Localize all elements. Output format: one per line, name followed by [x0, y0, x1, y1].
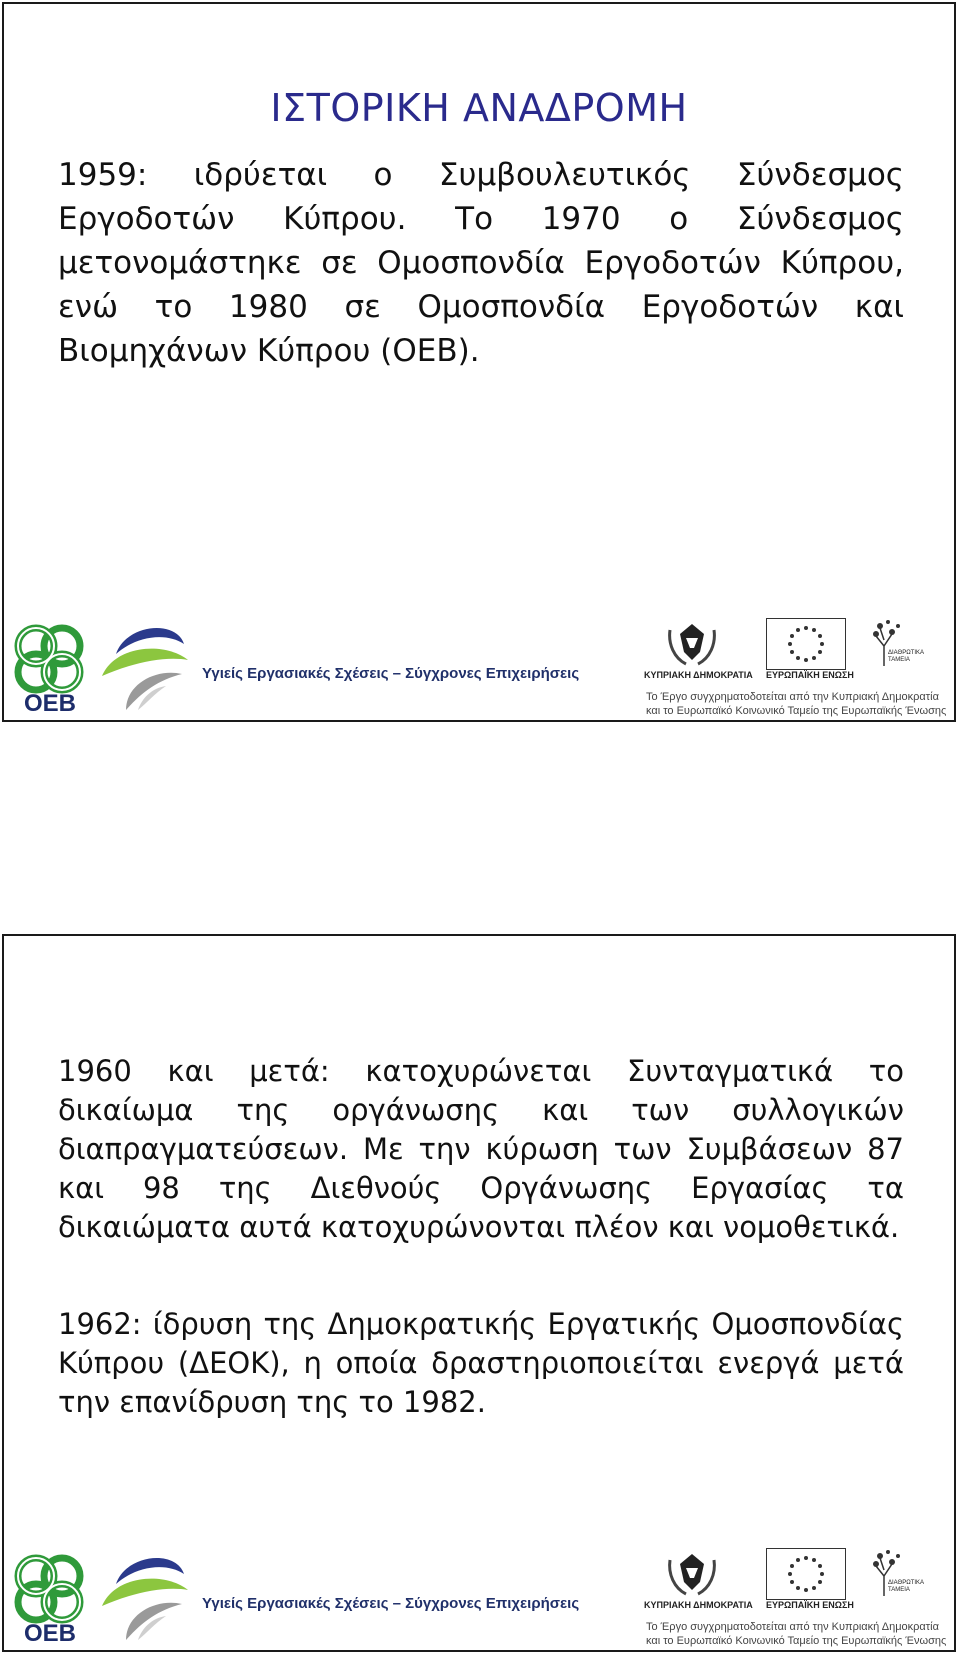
slide-1: [2, 2, 956, 722]
slide-footer: [4, 1540, 954, 1650]
eu-label: ΕΥΡΩΠΑΪΚΗ ΕΝΩΣΗ: [766, 1600, 854, 1610]
cofund-line-1: Το Έργο συγχρηματοδοτείται από την Κυπριακή Δημοκρατία: [646, 1621, 939, 1633]
eu-flag-icon: [766, 618, 846, 670]
eu-flag-icon: [766, 1548, 846, 1600]
slide-1-paragraph: 1959: ιδρύεται ο Συμβουλευτικός Σύνδεσμος Εργοδοτών Κύπρου. Το 1970 ο Σύνδεσμος μετονομάστηκε σε Ομοσπονδία Εργοδοτών Κύπρου, ενώ το 1980 σε Ομοσπονδία Εργοδοτών και Βιομηχάνων Κύπρου (ΟΕΒ).: [58, 157, 904, 369]
slide-title: ΙΣΤΟΡΙΚΗ ΑΝΑΔΡΟΜΗ: [270, 86, 688, 130]
swoosh-logo-icon: [96, 1544, 196, 1648]
structural-funds-label: ΔΙΑΘΡΩΤΙΚΑ ΤΑΜΕΙΑ: [888, 650, 924, 663]
cofund-line-2: και το Ευρωπαϊκό Κοινωνικό Ταμείο της Ευρωπαϊκής Ένωσης: [646, 705, 947, 717]
slide-2-paragraph-2: 1962: ίδρυση της Δημοκρατικής Εργατικής Ομοσπονδίας Κύπρου (ΔΕΟΚ), η οποία δραστηριοποιείται ενεργά μετά την επανίδρυση της το 1982.: [58, 1307, 904, 1419]
footer-text: Υγιείς Εργασιακές Σχέσεις – Σύγχρονες Επιχειρήσεις: [202, 665, 580, 682]
swoosh-logo-icon: [96, 614, 196, 718]
structural-funds-label: ΔΙΑΘΡΩΤΙΚΑ ΤΑΜΕΙΑ: [888, 1580, 924, 1593]
oeb-logo-label: OEB: [24, 690, 77, 717]
slide-2-paragraph-1: 1960 και μετά: κατοχυρώνεται Συνταγματικά το δικαίωμα της οργάνωσης και των συλλογικών διαπραγματεύσεων. Με την κύρωση των Συμβάσεων 87 και 98 της Διεθνούς Οργάνωσης Εργασίας τα δικαιώματα αυτά κατοχυρώνονται πλέον και νομοθετικά.: [58, 1054, 904, 1244]
footer-text: Υγιείς Εργασιακές Σχέσεις – Σύγχρονες Επιχειρήσεις: [202, 1595, 580, 1612]
cofund-line-1: Το Έργο συγχρηματοδοτείται από την Κυπριακή Δημοκρατία: [646, 691, 939, 703]
cofund-statement: [646, 690, 956, 718]
cyprus-emblem-icon: [664, 1550, 720, 1598]
eu-label: ΕΥΡΩΠΑΪΚΗ ΕΝΩΣΗ: [766, 670, 854, 680]
oeb-logo-label: OEB: [24, 1620, 77, 1647]
slide-footer: [4, 610, 954, 720]
cofund-line-2: και το Ευρωπαϊκό Κοινωνικό Ταμείο της Ευρωπαϊκής Ένωσης: [646, 1635, 947, 1647]
cyprus-label: ΚΥΠΡΙΑΚΗ ΔΗΜΟΚΡΑΤΙΑ: [644, 1600, 753, 1610]
slide-2: [2, 934, 956, 1652]
cyprus-emblem-icon: [664, 620, 720, 668]
cyprus-label: ΚΥΠΡΙΑΚΗ ΔΗΜΟΚΡΑΤΙΑ: [644, 670, 753, 680]
cofund-statement: [646, 1620, 956, 1648]
